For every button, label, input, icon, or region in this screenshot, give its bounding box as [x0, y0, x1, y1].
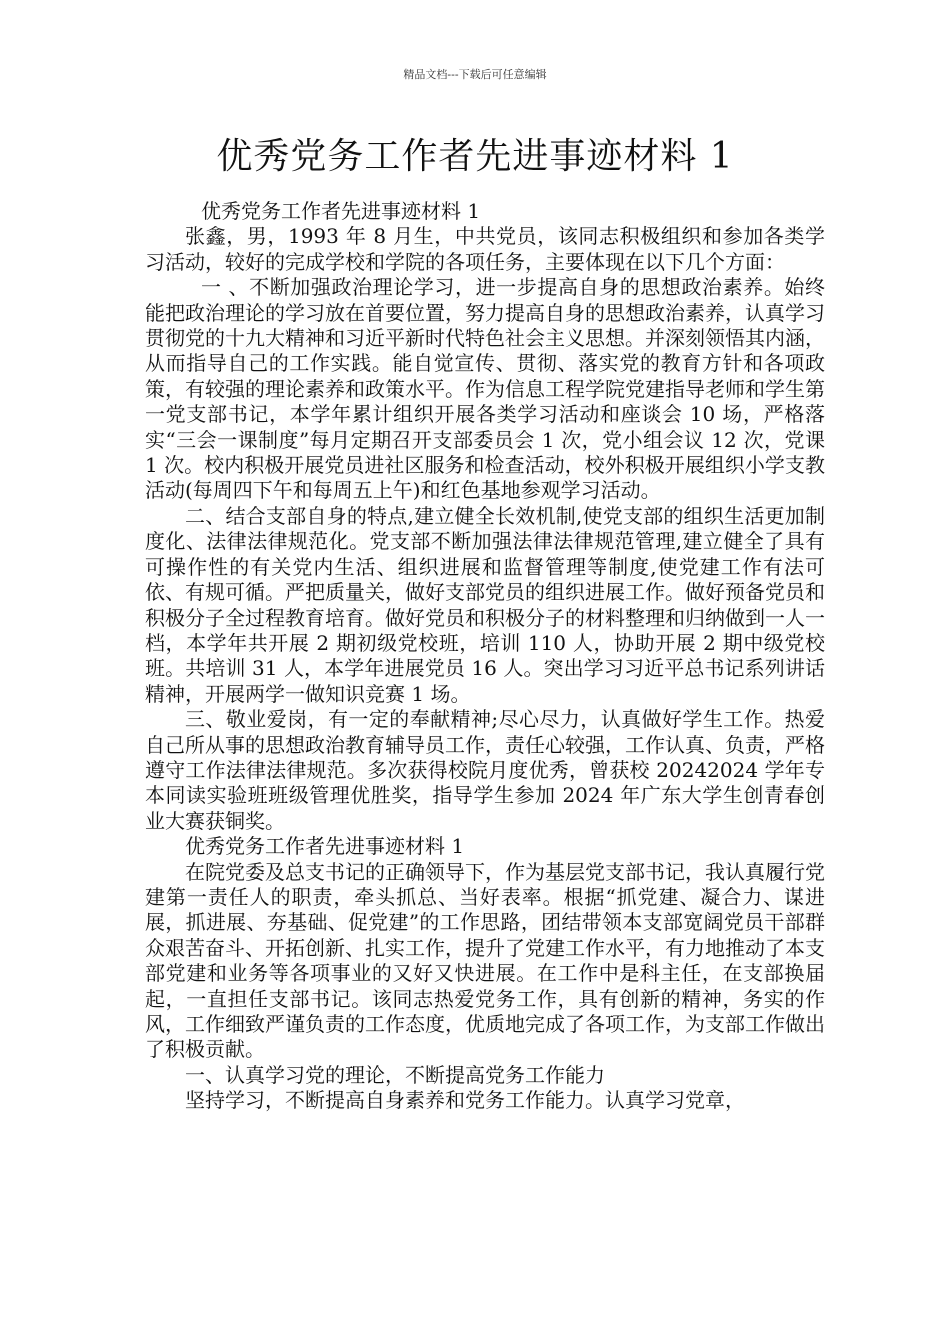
paragraph: 张鑫，男，1993 年 8 月生，中共党员，该同志积极组织和参加各类学习活动，较好的完成学校和学院的各项任务，主要体现在以下几个方面：: [145, 224, 825, 274]
header-note: 精品文档---下载后可任意编辑: [403, 68, 547, 81]
section-heading: 优秀党务工作者先进事迹材料 1: [201, 199, 481, 223]
section-heading: 优秀党务工作者先进事迹材料 1: [185, 834, 465, 859]
paragraph: 三、敬业爱岗，有一定的奉献精神;尽心尽力，认真做好学生工作。热爱自己所从事的思想政治教育辅导员工作，责任心较强，工作认真、负责，严格遵守工作法律法律规范。多次获得校院月度优秀，曾获校 20242024 学年专本同读实验班班级管理优胜奖，指导学生参加 2024 年广东大学生创青春创业大赛获铜奖。: [145, 707, 825, 833]
paragraph: 一 、不断加强政治理论学习，进一步提高自身的思想政治素养。始终能把政治理论的学习放在首要位置，努力提高自身的思想政治素养，认真学习贯彻党的十九大精神和习近平新时代特色社会主义思想。并深刻领悟其内涵，从而指导自己的工作实践。能自觉宣传、贯彻、落实党的教育方针和各项政策，有较强的理论素养和政策水平。作为信息工程学院党建指导老师和学生第一党支部书记，本学年累计组织开展各类学习活动和座谈会 10 场，严格落实“三会一课制度”每月定期召开支部委员会 1 次，党小组会议 12 次，党课 1 次。校内积极开展党员进社区服务和检查活动，校外积极开展组织小学支教活动(每周四下午和每周五上午)和红色基地参观学习活动。: [145, 275, 825, 503]
document-body: [145, 199, 825, 1114]
document-title: 优秀党务工作者先进事迹材料 1: [216, 136, 734, 177]
paragraph: 坚持学习，不断提高自身素养和党务工作能力。认真学习党章，: [185, 1088, 745, 1113]
paragraph: 二、结合支部自身的特点,建立健全长效机制,使党支部的组织生活更加制度化、法律法律规范化。党支部不断加强法律法律规范管理,建立健全了具有可操作性的有关党内生活、组织进展和监督管理等制度,使党建工作有法可依、有规可循。严把质量关，做好支部党员的组织进展工作。做好预备党员和积极分子全过程教育培育。做好党员和积极分子的材料整理和归纳做到一人一档，本学年共开展 2 期初级党校班，培训 110 人，协助开展 2 期中级党校班。共培训 31 人，本学年进展党员 16 人。突出学习习近平总书记系列讲话精神，开展两学一做知识竞赛 1 场。: [145, 503, 825, 706]
paragraph: 在院党委及总支书记的正确领导下，作为基层党支部书记，我认真履行党建第一责任人的职责，牵头抓总、当好表率。根据“抓党建、凝合力、谋进展，抓进展、夯基础、促党建”的工作思路，团结带领本支部宽阔党员干部群众艰苦奋斗、开拓创新、扎实工作，提升了党建工作水平，有力地推动了本支部党建和业务等各项事业的又好又快进展。在工作中是科主任，在支部换届起，一直担任支部书记。该同志热爱党务工作，具有创新的精神，务实的作风，工作细致严谨负责的工作态度，优质地完成了各项工作，为支部工作做出了积极贡献。: [145, 859, 825, 1062]
section-heading: 一、认真学习党的理论，不断提高党务工作能力: [185, 1062, 605, 1087]
